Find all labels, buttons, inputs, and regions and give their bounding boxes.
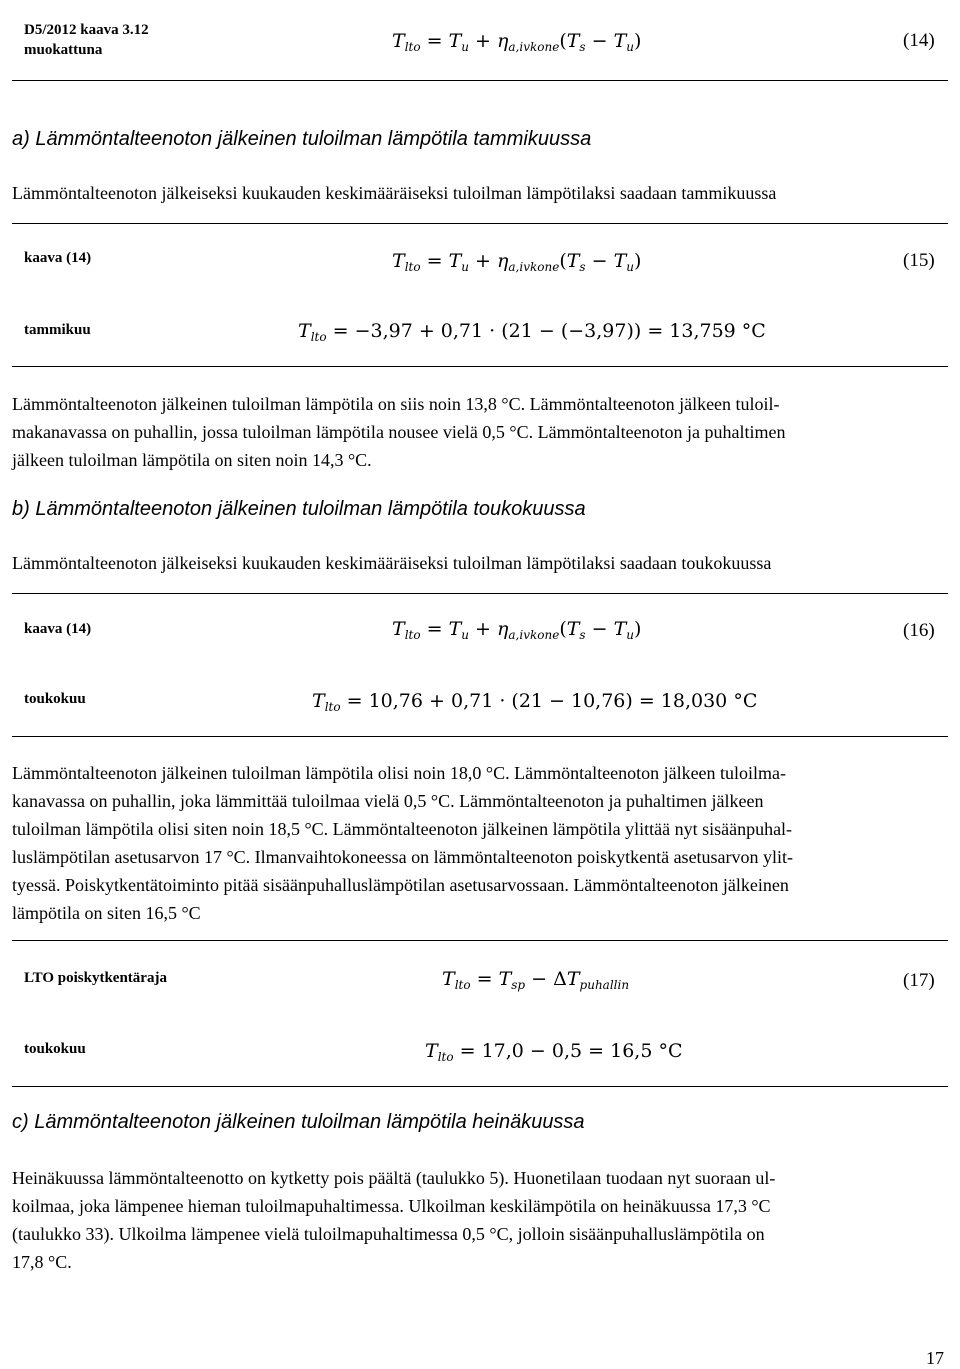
calc-label: toukokuu [24,1041,86,1057]
divider [12,366,948,367]
calculation: $T_{lto} = 17,0 - 0,5 = 16,5$ °C [425,1040,683,1064]
intro-text: Lämmöntalteenoton jälkeiseksi kuukauden keskimääräiseksi tuloilman lämpötilaksi saadaan tammikuussa [12,183,777,203]
calculation: $T_{lto} = -3,97 + 0,71 \cdot (21 - (-3,97)) = 13,759$ °C [298,320,766,344]
source-label: D5/2012 kaava 3.12 [24,22,149,38]
section-heading: a) Lämmöntalteenoton jälkeinen tuloilman lämpötila tammikuussa [12,128,592,150]
equation-number: (17) [903,970,935,991]
divider [12,80,948,81]
section-heading: c) Lämmöntalteenoton jälkeinen tuloilman lämpötila heinäkuussa [12,1111,585,1133]
equation-number: (14) [903,30,935,51]
equation-number: (16) [903,620,935,641]
paragraph: Lämmöntalteenoton jälkeinen tuloilman lämpötila on siis noin 13,8 °C. Lämmöntalteenoton jälkeen tuloil- makanavassa on puhallin, jossa tuloilman lämpötila nousee vielä 0,5 °C. Lämmöntalteenoton ja puhaltimen jälkeen tuloilman lämpötila on siten noin 14,3 °C. [12,394,786,470]
formula-label: kaava (14) [24,250,92,266]
paragraph: Heinäkuussa lämmöntalteenotto on kytketty pois päältä (taulukko 5). Huonetilaan tuodaan nyt suoraan ul- koilmaa, joka lämpenee hieman tuloilmapuhaltimessa. Ulkoilman keskilämpötila on heinäkuussa 17,3 °C (taulukko 33). Ulkoilma lämpenee vielä tuloilmapuhaltimessa 0,5 °C, jolloin sisäänpuhalluslämpötila on 17,8 °C. [12,1168,776,1272]
equation-number: (15) [903,250,935,271]
divider [12,1086,948,1087]
calculation: $T_{lto} = 10,76 + 0,71 \cdot (21 - 10,76) = 18,030$ °C [312,690,758,714]
calc-label: tammikuu [24,322,91,338]
intro-text: Lämmöntalteenoton jälkeiseksi kuukauden keskimääräiseksi tuloilman lämpötilaksi saadaan toukokuussa [12,553,772,573]
equation-16: $T_{lto} = T_u + \eta_{a,ivkone}(T_s - T_u)$ [392,618,642,642]
formula-label: LTO poiskytkentäraja [24,970,167,986]
divider [12,736,948,737]
equation-17: $T_{lto} = T_{sp} - \Delta T_{puhallin}$ [442,968,630,992]
source-label-2: muokattuna [24,42,103,58]
divider [12,940,948,941]
page-number: 17 [926,1348,944,1368]
equation-14: $T_{lto} = T_u + \eta_{a,ivkone}(T_s - T_u)$ [392,30,642,54]
divider [12,223,948,224]
calc-label: toukokuu [24,691,86,707]
paragraph: Lämmöntalteenoton jälkeinen tuloilman lämpötila olisi noin 18,0 °C. Lämmöntalteenoton jälkeen tuloilma- kanavassa on puhallin, joka lämmittää tuloilmaa vielä 0,5 °C. Lämmöntalteenoton ja puhaltimen jälkeen tuloilman lämpötila olisi siten noin 18,5 °C. Lämmöntalteenoton jälkeinen lämpötila ylittää nyt sisäänpuhal- luslämpötilan asetusarvon 17 °C. Ilmanvaihtokoneessa on lämmöntalteenoton poiskytkentä asetusarvon ylit- tyessä. Poiskytkentätoiminto pitää sisäänpuhalluslämpötilan asetusarvossaan. Lämmöntalteenoton jälkeinen lämpötila on siten 16,5 °C [12,763,794,923]
section-heading: b) Lämmöntalteenoton jälkeinen tuloilman lämpötila toukokuussa [12,498,586,520]
divider [12,593,948,594]
formula-label: kaava (14) [24,621,92,637]
equation-15: $T_{lto} = T_u + \eta_{a,ivkone}(T_s - T_u)$ [392,250,642,274]
